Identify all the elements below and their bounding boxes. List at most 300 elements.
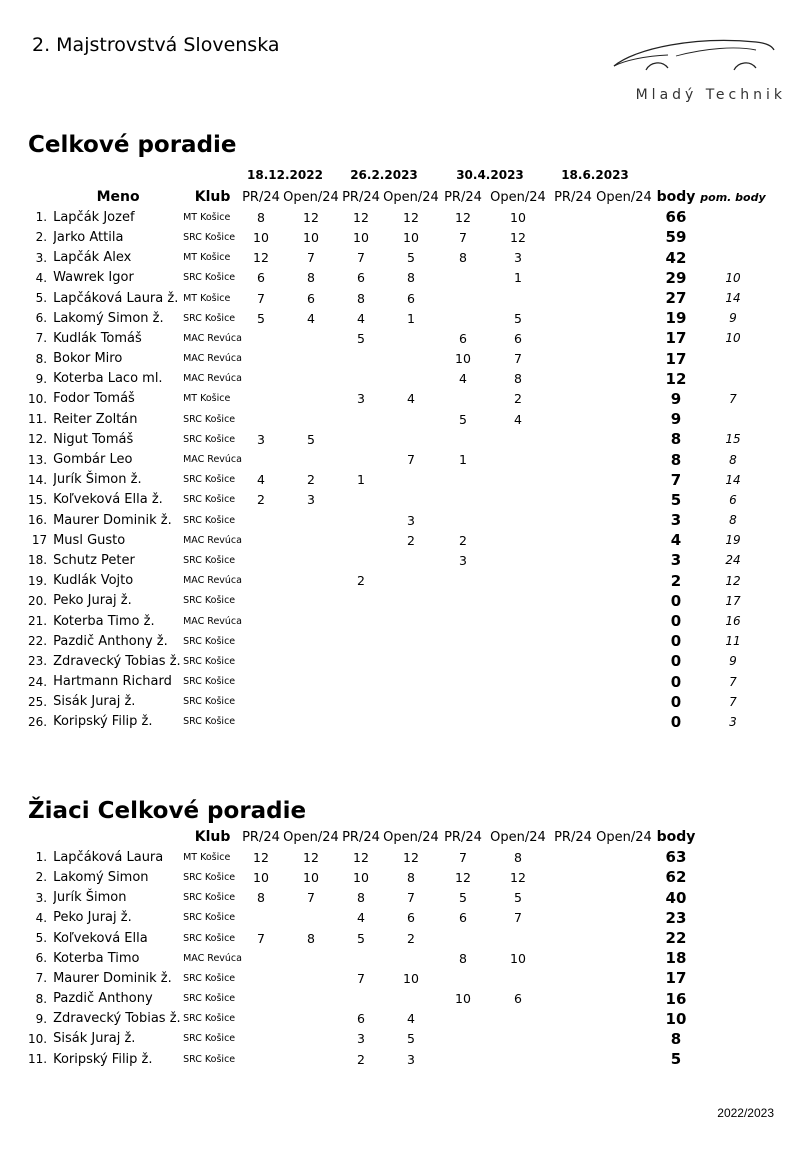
score-cell bbox=[342, 369, 380, 389]
score-cell bbox=[280, 409, 342, 429]
score-cell bbox=[594, 928, 654, 948]
season-footer: 2022/2023 bbox=[717, 1106, 774, 1120]
score-cell bbox=[442, 1009, 484, 1029]
score-cell bbox=[484, 1049, 552, 1069]
club-cell: SRC Košice bbox=[183, 514, 236, 526]
score-cell: 4 bbox=[459, 371, 467, 387]
aux-points-cell: 8 bbox=[729, 513, 737, 528]
score-cell bbox=[594, 692, 654, 712]
score-cell bbox=[552, 328, 594, 348]
table-row bbox=[28, 227, 768, 247]
rank-cell: 6. bbox=[35, 951, 48, 966]
score-cell bbox=[342, 692, 380, 712]
score-cell bbox=[242, 1009, 280, 1029]
name-cell: Maurer Dominik ž. bbox=[53, 512, 172, 528]
score-cell: 10 bbox=[303, 229, 319, 245]
points-cell: 16 bbox=[665, 989, 687, 1008]
points-cell: 7 bbox=[670, 470, 682, 489]
score-cell bbox=[594, 409, 654, 429]
points-cell: 63 bbox=[665, 848, 687, 867]
score-cell bbox=[442, 490, 484, 510]
points-cell: 17 bbox=[665, 329, 687, 348]
club-cell: MAC Revúca bbox=[183, 373, 242, 385]
aux-points-cell: 7 bbox=[729, 674, 737, 689]
score-cell bbox=[380, 948, 442, 968]
aux-points-cell: 11 bbox=[725, 634, 741, 649]
club-cell: SRC Košice bbox=[183, 474, 236, 486]
rank-cell: 8. bbox=[35, 991, 48, 1006]
score-cell: 6 bbox=[357, 1011, 365, 1027]
column-header-event: PR/24 bbox=[242, 189, 280, 205]
score-cell bbox=[342, 429, 380, 449]
club-cell: MT Košice bbox=[183, 211, 231, 223]
points-cell: 10 bbox=[665, 1009, 687, 1028]
score-cell bbox=[484, 1009, 552, 1029]
table-row bbox=[28, 288, 768, 308]
score-cell bbox=[594, 550, 654, 570]
name-cell: Koripský Filip ž. bbox=[53, 1051, 153, 1067]
score-cell bbox=[552, 288, 594, 308]
score-cell bbox=[484, 631, 552, 651]
score-cell: 6 bbox=[514, 330, 522, 346]
score-cell bbox=[552, 490, 594, 510]
score-cell bbox=[594, 631, 654, 651]
club-cell: MAC Revúca bbox=[183, 575, 242, 587]
column-header-event: Open/24 bbox=[283, 829, 339, 845]
club-cell: SRC Košice bbox=[183, 696, 236, 708]
club-cell: MAC Revúca bbox=[183, 332, 242, 344]
rank-cell: 1. bbox=[35, 850, 48, 865]
rank-cell: 11. bbox=[28, 1052, 48, 1067]
score-cell bbox=[484, 490, 552, 510]
document-title: 2. Majstrovstvá Slovenska bbox=[32, 34, 280, 56]
score-cell: 10 bbox=[510, 209, 526, 225]
section-title-overall: Celkové poradie bbox=[28, 132, 237, 158]
score-cell bbox=[552, 631, 594, 651]
club-cell: MAC Revúca bbox=[183, 615, 242, 627]
rank-cell: 15. bbox=[28, 492, 48, 507]
points-cell: 9 bbox=[670, 389, 682, 408]
column-header-event: Open/24 bbox=[490, 829, 546, 845]
rank-cell: 7. bbox=[35, 331, 48, 346]
score-cell bbox=[594, 349, 654, 369]
score-cell bbox=[342, 672, 380, 692]
aux-points-cell: 9 bbox=[729, 311, 737, 326]
score-cell bbox=[242, 591, 280, 611]
score-cell: 7 bbox=[357, 250, 365, 266]
aux-points-cell: 7 bbox=[729, 391, 737, 406]
score-cell: 12 bbox=[510, 229, 526, 245]
score-cell: 7 bbox=[407, 452, 415, 468]
name-cell: Peko Juraj ž. bbox=[53, 593, 132, 609]
rank-cell: 3. bbox=[35, 890, 48, 905]
aux-points-cell: 9 bbox=[729, 654, 737, 669]
score-cell bbox=[552, 591, 594, 611]
club-cell: SRC Košice bbox=[183, 655, 236, 667]
points-cell: 0 bbox=[670, 632, 682, 651]
name-cell: Nigut Tomáš bbox=[53, 431, 134, 447]
score-cell bbox=[242, 571, 280, 591]
score-cell bbox=[552, 692, 594, 712]
rank-cell: 9. bbox=[35, 1011, 48, 1026]
score-cell bbox=[280, 449, 342, 469]
score-cell: 12 bbox=[403, 209, 419, 225]
rank-cell: 10. bbox=[28, 1031, 48, 1046]
club-cell: SRC Košice bbox=[183, 871, 236, 883]
aux-points-cell: 16 bbox=[725, 614, 741, 629]
name-cell: Lapčáková Laura bbox=[53, 849, 164, 865]
score-cell bbox=[342, 409, 380, 429]
car-silhouette-icon bbox=[606, 28, 776, 78]
name-cell: Koterba Timo ž. bbox=[53, 613, 155, 629]
score-cell: 3 bbox=[307, 492, 315, 508]
name-cell: Bokor Miro bbox=[53, 351, 123, 367]
aux-points-cell: 14 bbox=[725, 291, 741, 306]
rank-cell: 4. bbox=[35, 270, 48, 285]
score-cell bbox=[280, 908, 342, 928]
aux-points-cell: 15 bbox=[725, 432, 741, 447]
score-cell: 6 bbox=[514, 991, 522, 1007]
club-cell: SRC Košice bbox=[183, 1033, 236, 1045]
table-row bbox=[28, 449, 768, 469]
score-cell bbox=[380, 591, 442, 611]
rank-cell: 14. bbox=[28, 472, 48, 487]
score-cell bbox=[280, 369, 342, 389]
score-cell: 5 bbox=[357, 930, 365, 946]
score-cell: 7 bbox=[407, 890, 415, 906]
event-date: 18.6.2023 bbox=[561, 168, 629, 182]
score-cell bbox=[280, 591, 342, 611]
score-cell: 7 bbox=[514, 351, 522, 367]
score-cell: 12 bbox=[455, 869, 471, 885]
rank-cell: 24. bbox=[28, 674, 48, 689]
score-cell: 3 bbox=[514, 250, 522, 266]
aux-points-cell: 10 bbox=[725, 270, 741, 285]
column-header-points: body bbox=[656, 189, 696, 206]
score-cell: 6 bbox=[459, 330, 467, 346]
score-cell: 8 bbox=[257, 209, 265, 225]
club-cell: SRC Košice bbox=[183, 932, 236, 944]
table-row bbox=[28, 490, 768, 510]
score-cell: 5 bbox=[407, 250, 415, 266]
score-cell: 5 bbox=[257, 310, 265, 326]
score-cell: 12 bbox=[303, 209, 319, 225]
score-cell: 1 bbox=[514, 270, 522, 286]
aux-points-cell bbox=[698, 349, 768, 369]
aux-points-cell: 7 bbox=[729, 694, 737, 709]
score-cell bbox=[484, 591, 552, 611]
table-row bbox=[28, 591, 768, 611]
aux-points-cell bbox=[698, 207, 768, 227]
score-cell: 3 bbox=[407, 512, 415, 528]
score-cell: 2 bbox=[514, 391, 522, 407]
score-cell: 5 bbox=[307, 431, 315, 447]
name-cell: Jurík Šimon ž. bbox=[53, 472, 142, 488]
score-cell bbox=[552, 470, 594, 490]
table-row bbox=[28, 349, 768, 369]
points-cell: 0 bbox=[670, 612, 682, 631]
score-cell bbox=[552, 847, 594, 867]
score-cell bbox=[280, 968, 342, 988]
points-cell: 17 bbox=[665, 969, 687, 988]
score-cell: 8 bbox=[307, 270, 315, 286]
table-row bbox=[28, 631, 768, 651]
score-cell: 2 bbox=[407, 930, 415, 946]
score-cell: 5 bbox=[514, 890, 522, 906]
score-cell: 8 bbox=[357, 890, 365, 906]
score-cell bbox=[594, 389, 654, 409]
rank-cell: 12. bbox=[28, 432, 48, 447]
club-cell: MT Košice bbox=[183, 252, 231, 264]
club-cell: MAC Revúca bbox=[183, 353, 242, 365]
table-row bbox=[28, 712, 768, 732]
score-cell bbox=[280, 1049, 342, 1069]
score-cell: 5 bbox=[459, 890, 467, 906]
score-cell bbox=[242, 948, 280, 968]
table-row bbox=[28, 908, 698, 928]
points-cell: 23 bbox=[665, 908, 687, 927]
column-header-event: PR/24 bbox=[444, 829, 482, 845]
score-cell: 8 bbox=[307, 930, 315, 946]
name-cell: Gombár Leo bbox=[53, 452, 133, 468]
score-cell bbox=[442, 712, 484, 732]
score-cell bbox=[552, 867, 594, 887]
column-header-event: PR/24 bbox=[242, 829, 280, 845]
score-cell bbox=[242, 530, 280, 550]
score-cell bbox=[380, 611, 442, 631]
score-cell bbox=[552, 227, 594, 247]
column-header-event: Open/24 bbox=[383, 189, 439, 205]
junior-standings-table bbox=[28, 827, 698, 1069]
score-cell bbox=[552, 349, 594, 369]
club-cell: SRC Košice bbox=[183, 494, 236, 506]
score-cell bbox=[484, 288, 552, 308]
club-cell: SRC Košice bbox=[183, 676, 236, 688]
rank-cell: 18. bbox=[28, 553, 48, 568]
table-row bbox=[28, 847, 698, 867]
score-cell bbox=[342, 712, 380, 732]
score-cell bbox=[442, 429, 484, 449]
score-cell bbox=[242, 449, 280, 469]
table-row bbox=[28, 389, 768, 409]
score-cell: 8 bbox=[407, 270, 415, 286]
score-cell bbox=[242, 989, 280, 1009]
score-cell: 4 bbox=[514, 411, 522, 427]
column-header-club: Klub bbox=[194, 829, 231, 846]
points-cell: 12 bbox=[665, 369, 687, 388]
score-cell bbox=[594, 1049, 654, 1069]
points-cell: 22 bbox=[665, 929, 687, 948]
club-cell: SRC Košice bbox=[183, 716, 236, 728]
score-cell bbox=[342, 651, 380, 671]
score-cell bbox=[242, 349, 280, 369]
points-cell: 8 bbox=[670, 1029, 682, 1048]
score-cell bbox=[280, 1009, 342, 1029]
points-cell: 5 bbox=[670, 1050, 682, 1069]
score-cell bbox=[484, 651, 552, 671]
aux-points-cell: 6 bbox=[729, 492, 737, 507]
points-cell: 27 bbox=[665, 289, 687, 308]
score-cell: 8 bbox=[407, 869, 415, 885]
score-cell: 2 bbox=[357, 573, 365, 589]
table-row bbox=[28, 928, 698, 948]
points-cell: 2 bbox=[670, 571, 682, 590]
score-cell: 4 bbox=[357, 910, 365, 926]
rank-cell: 2. bbox=[35, 230, 48, 245]
points-cell: 0 bbox=[670, 712, 682, 731]
score-cell: 4 bbox=[357, 310, 365, 326]
score-cell: 8 bbox=[459, 950, 467, 966]
score-cell bbox=[594, 369, 654, 389]
score-cell bbox=[280, 948, 342, 968]
score-cell: 12 bbox=[303, 849, 319, 865]
name-cell: Jurík Šimon bbox=[53, 890, 127, 906]
name-cell: Jarko Attila bbox=[53, 229, 124, 245]
table-row bbox=[28, 207, 768, 227]
rank-cell: 11. bbox=[28, 412, 48, 427]
score-cell: 3 bbox=[407, 1051, 415, 1067]
score-cell bbox=[484, 470, 552, 490]
score-cell bbox=[280, 712, 342, 732]
score-cell bbox=[594, 968, 654, 988]
score-cell: 4 bbox=[407, 1011, 415, 1027]
name-cell: Maurer Dominik ž. bbox=[53, 970, 172, 986]
score-cell bbox=[380, 672, 442, 692]
rank-cell: 17 bbox=[31, 533, 48, 548]
score-cell bbox=[442, 288, 484, 308]
score-cell bbox=[594, 908, 654, 928]
table-row bbox=[28, 510, 768, 530]
score-cell bbox=[342, 349, 380, 369]
score-cell bbox=[380, 571, 442, 591]
score-cell: 3 bbox=[257, 431, 265, 447]
score-cell bbox=[442, 470, 484, 490]
score-cell: 7 bbox=[459, 849, 467, 865]
score-cell bbox=[552, 409, 594, 429]
score-cell bbox=[242, 1049, 280, 1069]
name-cell: Zdravecký Tobias ž. bbox=[53, 1011, 181, 1027]
table-row bbox=[28, 369, 768, 389]
score-cell bbox=[442, 571, 484, 591]
score-cell bbox=[380, 470, 442, 490]
score-cell bbox=[594, 611, 654, 631]
column-header-club: Klub bbox=[194, 189, 231, 206]
aux-points-cell: 12 bbox=[725, 573, 741, 588]
score-cell bbox=[594, 248, 654, 268]
score-cell bbox=[484, 672, 552, 692]
score-cell bbox=[552, 712, 594, 732]
club-cell: SRC Košice bbox=[183, 993, 236, 1005]
score-cell bbox=[342, 449, 380, 469]
aux-points-cell: 3 bbox=[729, 714, 737, 729]
rank-cell: 6. bbox=[35, 311, 48, 326]
section-title-juniors: Žiaci Celkové poradie bbox=[28, 798, 307, 824]
table-row bbox=[28, 409, 768, 429]
table-row bbox=[28, 651, 768, 671]
club-cell: MAC Revúca bbox=[183, 952, 242, 964]
score-cell bbox=[484, 692, 552, 712]
score-cell bbox=[242, 409, 280, 429]
score-cell bbox=[342, 510, 380, 530]
score-cell: 1 bbox=[407, 310, 415, 326]
score-cell bbox=[552, 207, 594, 227]
points-cell: 66 bbox=[665, 208, 687, 227]
table-row bbox=[28, 867, 698, 887]
score-cell bbox=[342, 989, 380, 1009]
name-cell: Sisák Juraj ž. bbox=[53, 694, 136, 710]
score-cell: 2 bbox=[307, 472, 315, 488]
score-cell: 8 bbox=[514, 371, 522, 387]
name-cell: Hartmann Richard bbox=[53, 674, 172, 690]
aux-points-cell bbox=[698, 248, 768, 268]
name-cell: Fodor Tomáš bbox=[53, 391, 135, 407]
score-cell bbox=[442, 389, 484, 409]
score-cell bbox=[594, 470, 654, 490]
aux-points-cell bbox=[698, 369, 768, 389]
rank-cell: 10. bbox=[28, 391, 48, 406]
points-cell: 3 bbox=[670, 511, 682, 530]
score-cell bbox=[552, 611, 594, 631]
score-cell: 12 bbox=[253, 849, 269, 865]
score-cell: 3 bbox=[357, 391, 365, 407]
score-cell: 2 bbox=[257, 492, 265, 508]
name-cell: Zdravecký Tobias ž. bbox=[53, 653, 181, 669]
club-cell: MT Košice bbox=[183, 851, 231, 863]
table-row bbox=[28, 1009, 698, 1029]
score-cell: 7 bbox=[257, 290, 265, 306]
score-cell bbox=[552, 1049, 594, 1069]
score-cell bbox=[484, 928, 552, 948]
rank-cell: 7. bbox=[35, 971, 48, 986]
rank-cell: 23. bbox=[28, 654, 48, 669]
score-cell bbox=[594, 530, 654, 550]
event-date: 30.4.2023 bbox=[456, 168, 524, 182]
points-cell: 5 bbox=[670, 490, 682, 509]
score-cell: 4 bbox=[407, 391, 415, 407]
points-cell: 0 bbox=[670, 672, 682, 691]
rank-cell: 3. bbox=[35, 250, 48, 265]
table-row bbox=[28, 888, 698, 908]
score-cell bbox=[484, 449, 552, 469]
name-cell: Koľveková Ella ž. bbox=[53, 492, 163, 508]
table-row bbox=[28, 968, 698, 988]
score-cell bbox=[594, 867, 654, 887]
table-row bbox=[28, 571, 768, 591]
score-cell bbox=[442, 1029, 484, 1049]
score-cell bbox=[594, 672, 654, 692]
table-row bbox=[28, 328, 768, 348]
score-cell bbox=[242, 692, 280, 712]
score-cell: 7 bbox=[357, 970, 365, 986]
score-cell bbox=[280, 349, 342, 369]
score-cell bbox=[594, 268, 654, 288]
logo-text: Mladý Technik bbox=[635, 87, 786, 103]
score-cell bbox=[242, 510, 280, 530]
score-cell bbox=[442, 1049, 484, 1069]
table-row bbox=[28, 1049, 698, 1069]
score-cell: 7 bbox=[307, 250, 315, 266]
club-cell: SRC Košice bbox=[183, 1013, 236, 1025]
score-cell: 12 bbox=[403, 849, 419, 865]
table-row bbox=[28, 672, 768, 692]
rank-cell: 5. bbox=[35, 931, 48, 946]
event-date: 18.12.2022 bbox=[247, 168, 323, 182]
score-cell bbox=[242, 328, 280, 348]
mlady-technik-logo bbox=[596, 28, 786, 108]
rank-cell: 13. bbox=[28, 452, 48, 467]
score-cell: 10 bbox=[455, 351, 471, 367]
name-cell: Reiter Zoltán bbox=[53, 411, 138, 427]
